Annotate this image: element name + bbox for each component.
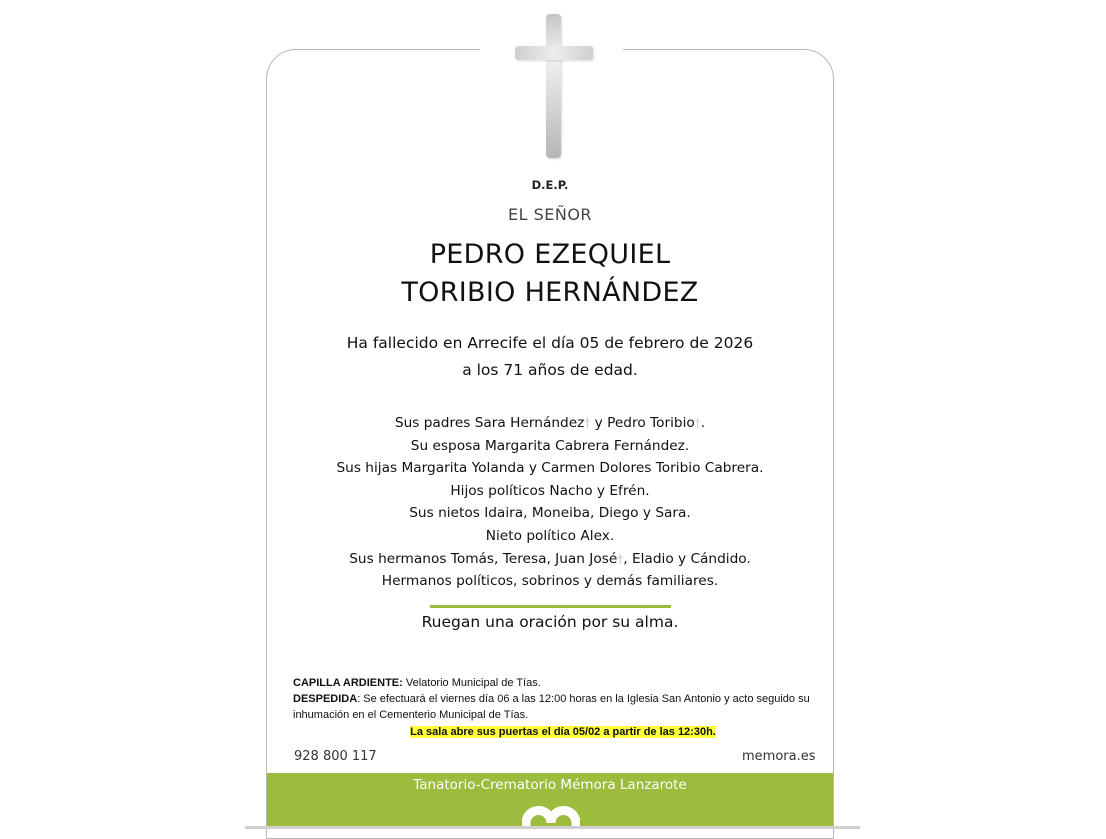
dagger-icon: † (694, 416, 701, 430)
capilla-line: CAPILLA ARDIENTE: Velatorio Municipal de Tías. (293, 677, 541, 689)
family-daughters: Sus hijas Margarita Yolanda y Carmen Dolores Toribio Cabrera. (336, 460, 764, 477)
service-info (293, 675, 833, 740)
family-others: Hermanos políticos, sobrinos y demás familiares. (381, 573, 719, 590)
funeral-home-name: Tanatorio-Crematorio Mémora Lanzarote (413, 777, 687, 793)
dep-label: D.E.P. (531, 178, 569, 192)
family-grandchildren: Sus nietos Idaira, Moneiba, Diego y Sara. (409, 505, 691, 522)
deceased-name (266, 236, 834, 312)
prayer-text: Ruegan una oración por su alma. (421, 613, 679, 631)
title-label: EL SEÑOR (507, 205, 593, 224)
cross-icon (515, 14, 593, 158)
memora-logo-icon (522, 805, 580, 835)
family-spouse: Su esposa Margarita Cabrera Fernández. (410, 437, 690, 454)
divider (430, 605, 671, 608)
footer-banner (267, 773, 833, 829)
phone-number: 928 800 117 (294, 749, 377, 764)
name-line-1: PEDRO EZEQUIEL (429, 239, 671, 270)
family-siblings: Sus hermanos Tomás, Teresa, Juan José†, Eladio y Cándido. (349, 550, 751, 567)
family-parents: Sus padres Sara Hernández† y Pedro Toribio†. (394, 415, 706, 431)
dagger-icon: † (584, 416, 591, 430)
age-line: a los 71 años de edad. (462, 361, 638, 379)
family-list (266, 412, 834, 593)
death-details (266, 330, 834, 384)
despedida-line: DESPEDIDA: Se efectuará el viernes día 06 a las 12:00 horas en la Iglesia San Antonio y acto seguido su inhumación en el Cementerio Municipal de Tías. (293, 693, 810, 722)
opening-highlight: La sala abre sus puertas el día 05/02 a partir de las 12:30h. (410, 725, 716, 738)
name-line-2: TORIBIO HERNÁNDEZ (401, 277, 699, 308)
website-link[interactable]: memora.es (742, 749, 816, 764)
family-grandchild-inlaw: Nieto político Alex. (485, 527, 615, 544)
family-inlaws: Hijos políticos Nacho y Efrén. (450, 482, 650, 499)
dagger-icon: † (617, 551, 624, 566)
death-date-line: Ha fallecido en Arrecife el día 05 de febrero de 2026 (346, 334, 754, 352)
